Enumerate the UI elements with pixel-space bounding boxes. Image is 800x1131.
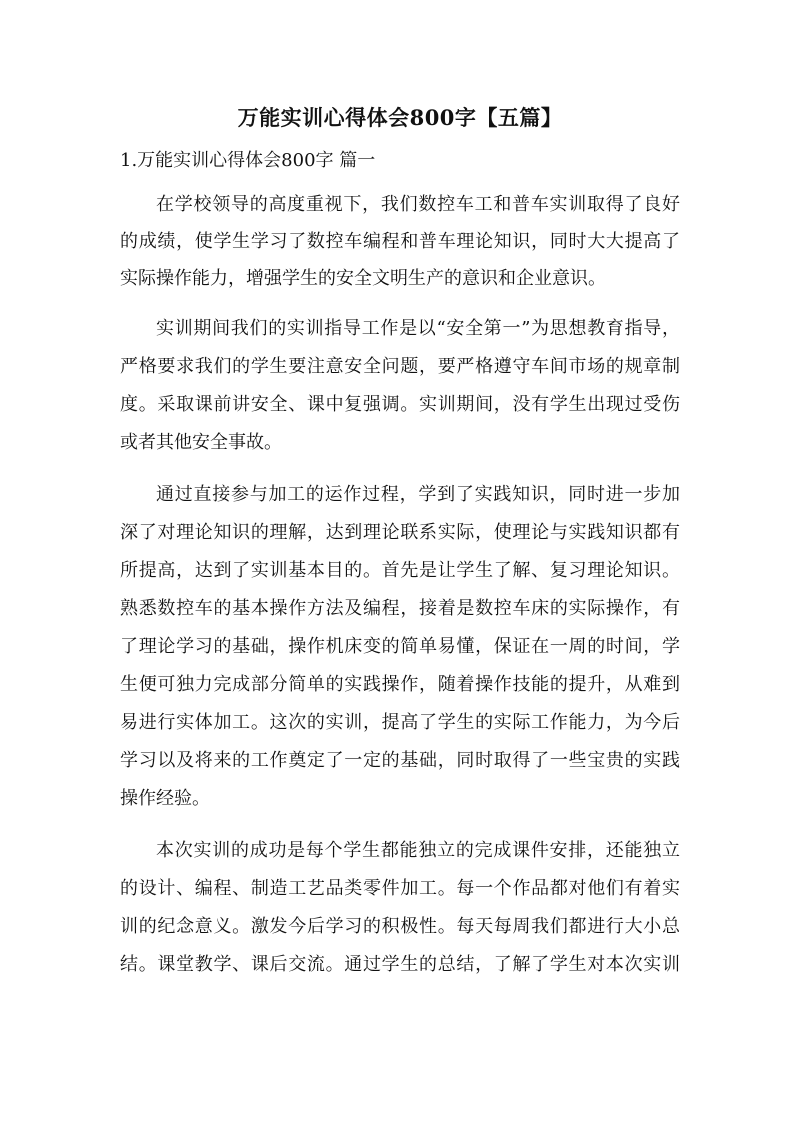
paragraph-4-line-1: 本次实训的成功是每个学生都能独立的完成课件安排，还能独立 [156, 840, 680, 861]
paragraph-3-line-8: 学习以及将来的工作奠定了一定的基础，同时取得了一些宝贵的实践 [120, 750, 680, 771]
paragraph-3-line-4: 熟悉数控车的基本操作方法及编程，接着是数控车床的实际操作，有 [120, 598, 680, 619]
paragraph-4-line-3: 训的纪念意义。激发今后学习的积极性。每天每周我们都进行大小总 [120, 916, 680, 937]
paragraph-2-line-4: 或者其他安全事故。 [120, 432, 282, 453]
paragraph-4-line-4: 结。课堂教学、课后交流。通过学生的总结，了解了学生对本次实训 [120, 954, 680, 975]
paragraph-3-line-2: 深了对理论知识的理解，达到理论联系实际，使理论与实践知识都有 [120, 522, 680, 543]
paragraph-3-line-9: 操作经验。 [120, 788, 210, 809]
paragraph-2-line-1: 实训期间我们的实训指导工作是以“安全第一”为思想教育指导， [156, 318, 680, 339]
paragraph-1-line-1: 在学校领导的高度重视下，我们数控车工和普车实训取得了良好 [156, 194, 680, 215]
paragraph-3-line-5: 了理论学习的基础，操作机床变的简单易懂，保证在一周的时间，学 [120, 636, 680, 657]
paragraph-4-line-2: 的设计、编程、制造工艺品类零件加工。每一个作品都对他们有着实 [120, 878, 680, 899]
paragraph-2-line-2: 严格要求我们的学生要注意安全问题，要严格遵守车间市场的规章制 [120, 356, 680, 377]
paragraph-3-line-3: 所提高，达到了实训基本目的。首先是让学生了解、复习理论知识。 [120, 560, 680, 581]
paragraph-2-line-3: 度。采取课前讲安全、课中复强调。实训期间，没有学生出现过受伤 [120, 394, 680, 415]
paragraph-3-line-6: 生便可独力完成部分简单的实践操作，随着操作技能的提升，从难到 [120, 674, 680, 695]
paragraph-3-line-7: 易进行实体加工。这次的实训，提高了学生的实际工作能力，为今后 [120, 712, 680, 733]
paragraph-1-line-3: 实际操作能力，增强学生的安全文明生产的意识和企业意识。 [120, 268, 606, 289]
paragraph-1-line-2: 的成绩，使学生学习了数控车编程和普车理论知识，同时大大提高了 [120, 231, 680, 252]
document-title: 万能实训心得体会800字【五篇】 [237, 105, 563, 130]
paragraph-3-line-1: 通过直接参与加工的运作过程，学到了实践知识，同时进一步加 [156, 484, 680, 505]
section-heading: 1.万能实训心得体会800字 篇一 [120, 150, 376, 171]
